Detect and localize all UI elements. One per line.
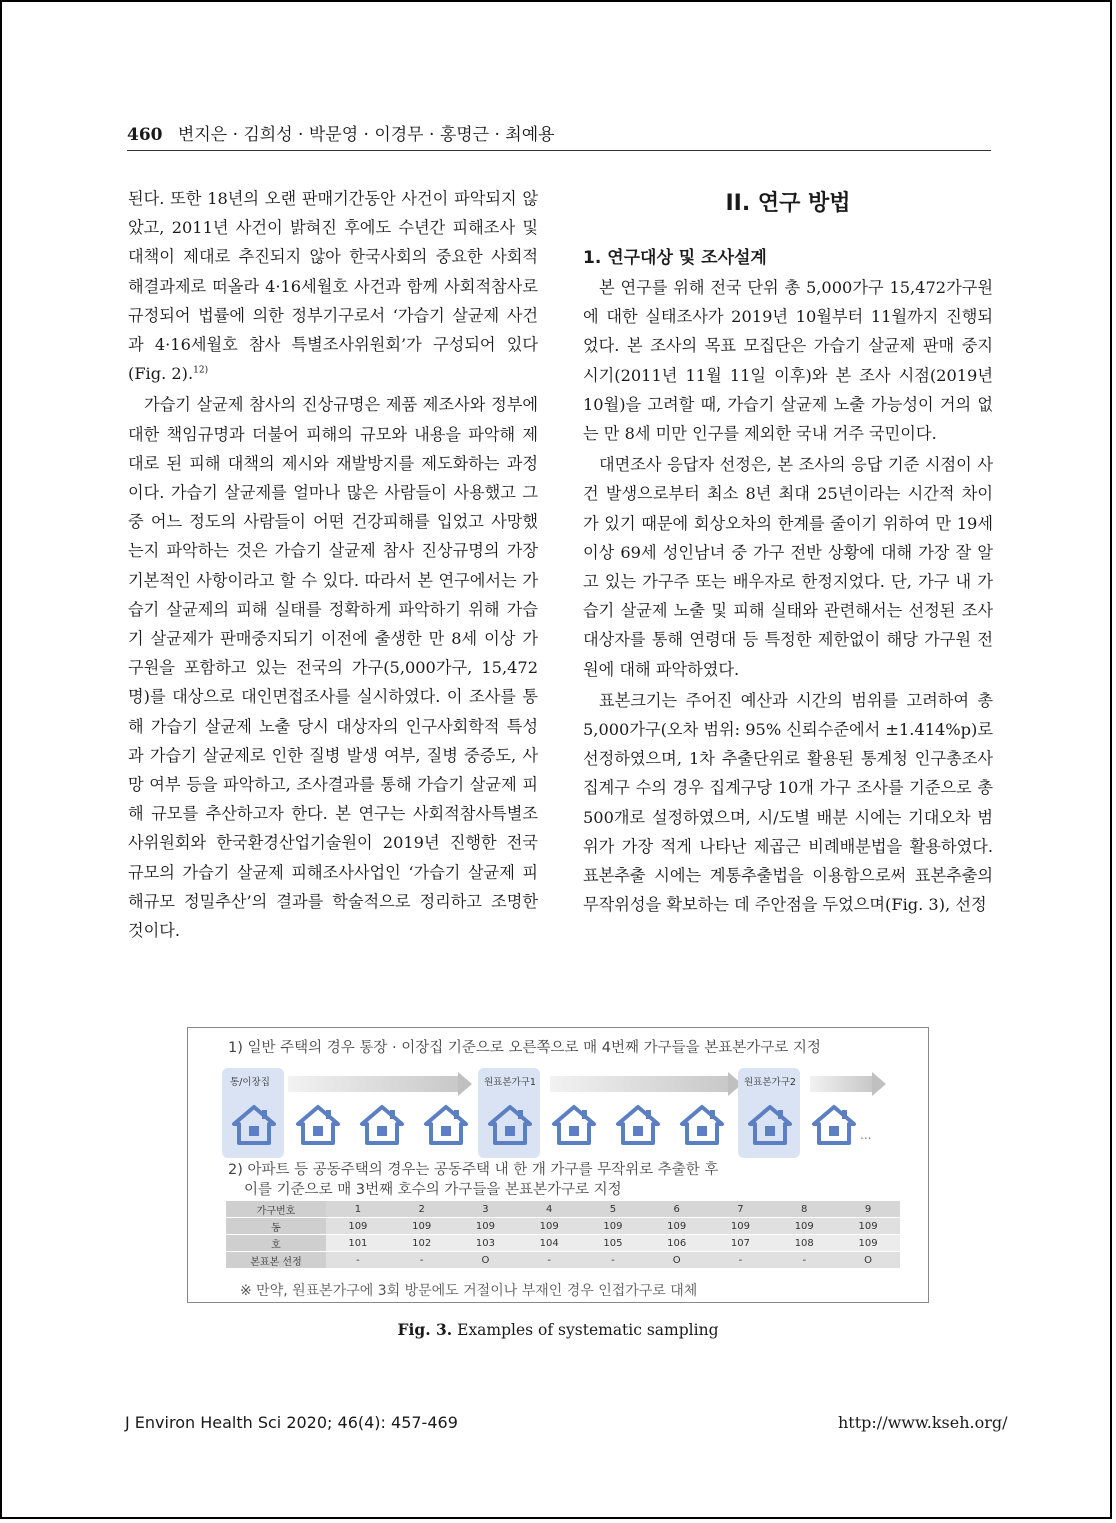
figure-caption [2, 1320, 1114, 1339]
house-icon [424, 1104, 468, 1146]
label-start-house: 통/이장집 [230, 1077, 270, 1088]
house-icon [552, 1104, 596, 1146]
label-sample-house-2: 원표본가구2 [744, 1077, 796, 1088]
figure-systematic-sampling [187, 1027, 929, 1303]
table-cell: 109 [645, 1218, 709, 1235]
journal-citation: J Environ Health Sci 2020; 46(4): 457-469 [125, 1413, 458, 1432]
paragraph: 가습기 살균제 참사의 진상규명은 제품 제조사와 정부에 대한 책임규명과 더불어 피해의 규모와 내용을 파악해 제대로 된 피해 대책의 제시와 재발방지를 제도화하는 과정이다. 가습기 살균제를 얼마나 많은 사람들이 사용했고 그 중 어느 정도의 사람들이 어떤 건강피해를 입었고 사망했는지 파악하는 것은 가습기 살균제 참사 진상규명의 가장 기본적인 사항이라고 할 수 있다. 따라서 본 연구에서는 가습기 살균제의 피해 실태를 정확하게 파악하기 위해 가습기 살균제가 판매중지되기 이전에 출생한 만 8세 이상 가구원을 포함하고 있는 전국의 가구(5,000가구, 15,472명)를 대상으로 대인면접조사를 실시하였다. 이 조사를 통해 가습기 살균제 노출 당시 대상자의 인구사회학적 특성과 가습기 살균제로 인한 질병 발생 여부, 질병 중증도, 사망 여부 등을 파악하고, 조사결과를 통해 가습기 살균제 피해 규모를 추산하고자 한다. 본 연구는 사회적참사특별조사위원회와 한국환경산업기술원이 2019년 진행한 전국 규모의 가습기 살균제 피해조사사업인 ‘가습기 살균제 피해규모 정밀추산’의 결과를 학술적으로 정리하고 조명한 것이다. [128, 395, 538, 941]
figure-step2-text-cont: 이를 기준으로 매 3번째 호수의 가구들을 본표본가구로 지정 [244, 1182, 622, 1198]
table-cell: 105 [581, 1235, 645, 1252]
table-row [226, 1252, 900, 1269]
table-cell: 109 [709, 1218, 773, 1235]
house-icon [680, 1104, 724, 1146]
figure-step1-text: 1) 일반 주택의 경우 통장 · 이장집 기준으로 오른쪽으로 매 4번째 가구들을 본표본가구로 지정 [228, 1040, 821, 1056]
row-label: 가구번호 [226, 1201, 326, 1218]
running-header [127, 124, 991, 151]
house-icon [488, 1104, 532, 1146]
figure-note: ※ 만약, 원표본가구에 3회 방문에도 거절이나 부재인 경우 인접가구로 대체 [240, 1283, 698, 1299]
table-cell: 107 [709, 1235, 773, 1252]
sampling-table [226, 1201, 900, 1269]
table-cell: 109 [454, 1218, 518, 1235]
table-cell: 9 [836, 1201, 900, 1218]
table-cell: 8 [772, 1201, 836, 1218]
paragraph-text: 된다. 또한 18년의 오랜 판매기간동안 사건이 파악되지 않았고, 2011년 사건이 밝혀진 후에도 수년간 피해조사 및 대책이 제대로 추진되지 않아 한국사회의 중요한 사회적 해결과제로 떠올라 4·16세월호 사건과 함께 사회적참사로 규정되어 법률에 의한 정부기구로서 ‘가습기 살균제 사건과 4·16세월호 참사 특별조사위원회’가 구성되어 있다(Fig. 2). [128, 189, 538, 384]
right-column [583, 184, 993, 919]
arrow-head [458, 1072, 472, 1096]
table-cell: - [709, 1252, 773, 1269]
row-label: 동 [226, 1218, 326, 1235]
house-icon [812, 1104, 856, 1146]
section-title: II. 연구 방법 [725, 191, 851, 216]
table-cell: 109 [836, 1218, 900, 1235]
house-row [228, 1068, 928, 1164]
table-cell: 109 [772, 1218, 836, 1235]
table-cell: 108 [772, 1235, 836, 1252]
caption-label: Fig. 3. [397, 1320, 453, 1339]
subsection-title: 1. 연구대상 및 조사설계 [583, 248, 767, 268]
table-cell: 3 [454, 1201, 518, 1218]
paragraph: 대면조사 응답자 선정은, 본 조사의 응답 기준 시점이 사건 발생으로부터 최소 8년 최대 25년이라는 시간적 차이가 있기 때문에 회상오차의 한계를 줄이기 위하여 만 19세 이상 69세 성인남녀 중 가구 전반 상황에 대해 가장 잘 알고 있는 가구주 또는 배우자로 한정지었다. 단, 가구 내 가습기 살균제 노출 및 피해 실태와 관련해서는 선정된 조사 대상자를 통해 연령대 등 특정한 제한없이 해당 가구원 전원에 대해 파악하였다. [583, 455, 993, 679]
row-label: 호 [226, 1235, 326, 1252]
paragraph [128, 184, 538, 388]
house-icon [748, 1104, 792, 1146]
label-sample-house-1: 원표본가구1 [484, 1077, 536, 1088]
table-cell: 4 [517, 1201, 581, 1218]
house-icon [296, 1104, 340, 1146]
table-cell: O [836, 1252, 900, 1269]
table-cell: 101 [326, 1235, 390, 1252]
table-row [226, 1201, 900, 1218]
page-number: 460 [127, 125, 163, 145]
table-cell: 109 [517, 1218, 581, 1235]
table-cell: - [772, 1252, 836, 1269]
row-label: 본표본 선정 [226, 1252, 326, 1269]
table-cell: - [517, 1252, 581, 1269]
table-cell: 102 [390, 1235, 454, 1252]
arrow-bar [810, 1076, 872, 1092]
arrow-head [872, 1072, 886, 1096]
house-icon [232, 1104, 276, 1146]
left-column [128, 184, 538, 945]
house-icon [360, 1104, 404, 1146]
table-cell: 103 [454, 1235, 518, 1252]
table-cell: 109 [581, 1218, 645, 1235]
table-cell: 7 [709, 1201, 773, 1218]
table-cell: 109 [390, 1218, 454, 1235]
paragraph: 표본크기는 주어진 예산과 시간의 범위를 고려하여 총 5,000가구(오차 범위: 95% 신뢰수준에서 ±1.414%p)로 선정하였으며, 1차 추출단위로 활용된 통계청 인구총조사 집계구 수의 경우 집계구당 10개 가구 조사를 기준으로 총 500개로 설정하였으며, 시/도별 배분 시에는 기대오차 범위가 가장 적게 나타난 제곱근 비례배분법을 활용하였다. 표본추출 시에는 계통추출법을 이용함으로써 표본추출의 무작위성을 확보하는 데 주안점을 두었으며(Fig. 3), 선정 [583, 690, 993, 915]
caption-text: Examples of systematic sampling [452, 1321, 719, 1339]
reference-marker: 12) [193, 365, 209, 376]
figure-step2-text: 2) 아파트 등 공동주택의 경우는 공동주택 내 한 개 가구를 무작위로 추출한 후 [228, 1162, 719, 1178]
table-cell: 6 [645, 1201, 709, 1218]
table-cell: 5 [581, 1201, 645, 1218]
table-cell: 1 [326, 1201, 390, 1218]
arrow-bar [288, 1076, 460, 1092]
table-cell: 109 [326, 1218, 390, 1235]
table-cell: 106 [645, 1235, 709, 1252]
table-cell: - [326, 1252, 390, 1269]
paragraph: 본 연구를 위해 전국 단위 총 5,000가구 15,472가구원에 대한 실태조사가 2019년 10월부터 11월까지 진행되었다. 본 조사의 목표 모집단은 가습기 살균제 판매 중지 시기(2011년 11월 11일 이후)와 본 조사 시점(2019년 10월)을 고려할 때, 가습기 살균제 노출 가능성이 거의 없는 만 8세 미만 인구를 제외한 국내 거주 국민이다. [583, 278, 993, 444]
ellipsis: ... [860, 1128, 872, 1142]
house-icon [616, 1104, 660, 1146]
journal-url[interactable]: http://www.kseh.org/ [838, 1413, 1008, 1432]
author-list: 변지은 · 김희성 · 박문영 · 이경무 · 홍명근 · 최예용 [177, 125, 555, 145]
table-cell: - [581, 1252, 645, 1269]
table-cell: 104 [517, 1235, 581, 1252]
table-cell: O [645, 1252, 709, 1269]
table-cell: O [454, 1252, 518, 1269]
table-cell: - [390, 1252, 454, 1269]
arrow-bar [550, 1076, 730, 1092]
table-row [226, 1218, 900, 1235]
table-cell: 109 [836, 1235, 900, 1252]
table-cell: 2 [390, 1201, 454, 1218]
table-row [226, 1235, 900, 1252]
